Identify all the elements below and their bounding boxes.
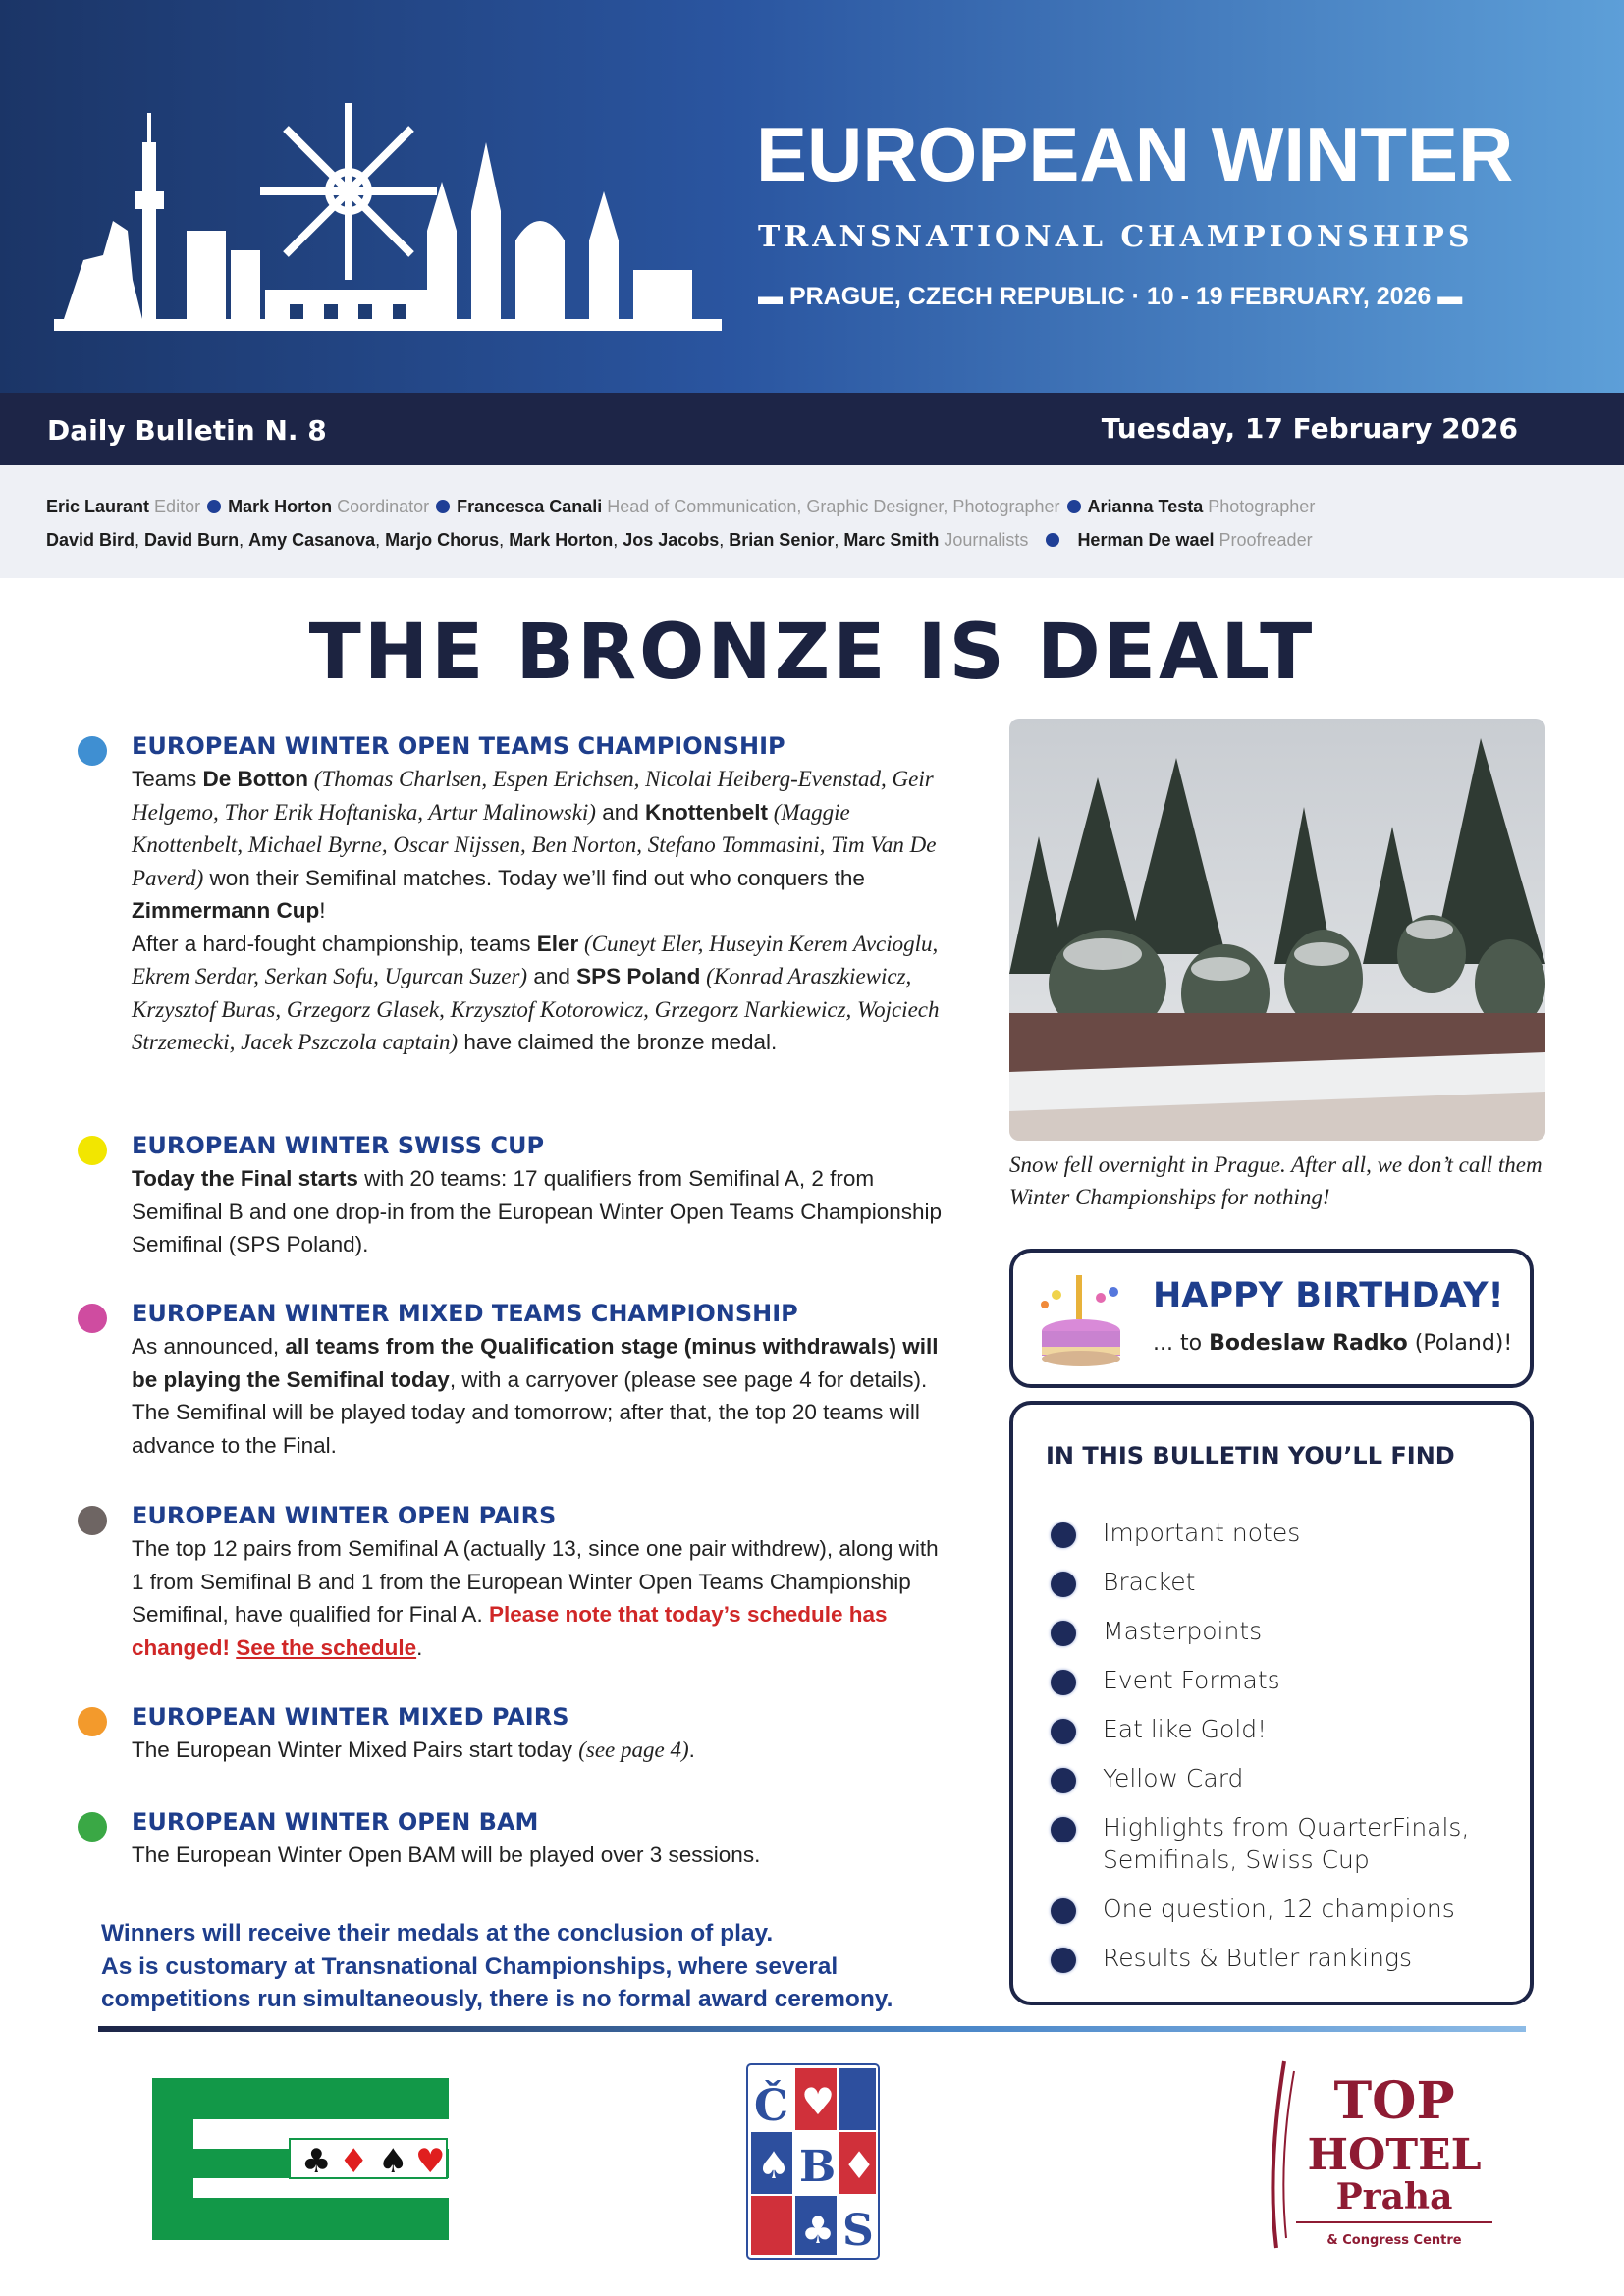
staff-name: Eric Laurant xyxy=(46,497,150,516)
medals-note xyxy=(101,1917,985,2016)
european-bridge-league-logo xyxy=(152,2078,449,2240)
journalist-name: Jos Jacobs xyxy=(623,530,720,550)
schedule-link[interactable]: See the schedule xyxy=(236,1634,417,1660)
svg-text:♦: ♦ xyxy=(339,2142,369,2181)
logo-letter: S xyxy=(842,2206,874,2256)
bullet-icon xyxy=(1051,1522,1076,1548)
logo-letter: Č xyxy=(754,2081,789,2131)
birthday-name: Bodeslaw Radko xyxy=(1209,1331,1408,1356)
journalist-name: David Bird xyxy=(46,530,135,550)
svg-text:♠: ♠ xyxy=(757,2144,791,2187)
event-section xyxy=(132,1297,956,1462)
event-heading: EUROPEAN WINTER MIXED TEAMS CHAMPIONSHIP xyxy=(132,1300,798,1327)
event-text: (see page 4) xyxy=(578,1737,689,1762)
bullet-icon xyxy=(1051,1670,1076,1695)
separator-dot xyxy=(436,500,450,513)
svg-text:♣: ♣ xyxy=(801,2209,836,2252)
journalist-name: Marc Smith xyxy=(843,530,940,550)
event-text: Today the Final starts xyxy=(132,1166,358,1191)
event-text: with 20 teams: 17 qualifiers from Semifinal A, 2 from Semifinal B and one drop-in from the European Winter Open Teams Championship Semifinal (SPS Poland). xyxy=(132,1166,943,1256)
top-hotel-praha-logo xyxy=(1257,2052,1502,2258)
contents-item xyxy=(1051,1942,1512,1974)
event-text: . xyxy=(688,1737,695,1762)
event-color-dot-icon xyxy=(78,1506,107,1535)
contents-item xyxy=(1051,1566,1512,1598)
event-text: Please note that today’s schedule has changed! xyxy=(132,1602,888,1660)
staff-name: Mark Horton xyxy=(228,497,333,516)
event-color-dot-icon xyxy=(78,1304,107,1333)
event-text: De Botton xyxy=(202,767,309,791)
staff-name: Herman De wael xyxy=(1077,530,1215,550)
bulletin-bar xyxy=(0,393,1624,465)
staff-credits xyxy=(0,465,1624,578)
event-heading: EUROPEAN WINTER OPEN TEAMS CHAMPIONSHIP xyxy=(132,732,785,760)
event-text: have claimed the bronze medal. xyxy=(458,1030,778,1054)
event-text: The European Winter Open BAM will be played over 3 sessions. xyxy=(132,1842,761,1867)
event-heading: EUROPEAN WINTER OPEN BAM xyxy=(132,1808,539,1836)
svg-text:♣: ♣ xyxy=(301,2142,332,2181)
event-heading: EUROPEAN WINTER SWISS CUP xyxy=(132,1132,545,1159)
event-color-dot-icon xyxy=(78,1707,107,1736)
credits-line-2: David Bird, David Burn, Amy Casanova, Marjo Chorus, Mark Horton, Jos Jacobs, Brian Senior, Marc Smith Journalists Herman De wael Proofreader xyxy=(46,530,1313,550)
birthday-prefix: ... to xyxy=(1153,1331,1210,1356)
bulletin-contents-box xyxy=(1009,1401,1534,2005)
contents-item-label: Event Formats xyxy=(1103,1666,1280,1694)
czech-bridge-federation-logo xyxy=(746,2063,880,2260)
event-text: all teams from the Qualification stage (minus withdrawals) will be playing the Semifinal today xyxy=(132,1334,939,1392)
event-text: won their Semifinal matches. Today we’ll find out who conquers the xyxy=(203,865,865,890)
contents-item-label: Bracket xyxy=(1103,1568,1196,1596)
event-color-dot-icon xyxy=(78,736,107,766)
contents-item xyxy=(1051,1615,1512,1647)
event-heading: EUROPEAN WINTER OPEN PAIRS xyxy=(132,1502,557,1529)
birthday-box xyxy=(1009,1249,1534,1388)
event-section xyxy=(132,1700,956,1767)
contents-item-label: Results & Butler rankings xyxy=(1103,1944,1412,1972)
contents-item-label: Highlights from QuarterFinals, Semifinals, Swiss Cup xyxy=(1103,1813,1470,1874)
contents-item xyxy=(1051,1811,1512,1876)
event-text: Zimmermann Cup xyxy=(132,898,320,923)
svg-text:♦: ♦ xyxy=(842,2144,877,2187)
event-body xyxy=(132,1162,956,1261)
bullet-icon xyxy=(1051,1572,1076,1597)
birthday-message xyxy=(1153,1331,1516,1356)
event-text: (Maggie Knottenbelt, Michael Byrne, Oscar Nijssen, Ben Norton, Stefano Tommasini, Tim Van De Paverd) xyxy=(132,799,937,890)
contents-item-label: Eat like Gold! xyxy=(1103,1715,1268,1743)
credits-line-1 xyxy=(46,495,1588,518)
medals-note-line: Winners will receive their medals at the conclusion of play. xyxy=(101,1920,774,1947)
contents-item xyxy=(1051,1517,1512,1549)
event-text: Eler xyxy=(536,931,579,956)
svg-text:♥: ♥ xyxy=(801,2080,836,2123)
separator-dot xyxy=(207,500,221,513)
event-text: (Thomas Charlsen, Espen Erichsen, Nicolai Heiberg-Evenstad, Geir Helgemo, Thor Erik Hoftaniska, Artur Malinowski) xyxy=(132,767,934,825)
event-section xyxy=(132,1129,956,1261)
contents-list xyxy=(1051,1517,1512,1991)
staff-role: Coordinator xyxy=(337,497,430,516)
journalist-name: Marjo Chorus xyxy=(385,530,500,550)
event-body xyxy=(132,1330,956,1462)
logo-text: Praha xyxy=(1335,2176,1453,2217)
event-title: EUROPEAN WINTER xyxy=(756,111,1514,197)
contents-item-label: Masterpoints xyxy=(1103,1617,1263,1645)
separator-dot xyxy=(1067,500,1081,513)
logo-text: HOTEL xyxy=(1307,2130,1482,2180)
contents-item xyxy=(1051,1762,1512,1794)
event-subtitle: TRANSNATIONAL CHAMPIONSHIPS xyxy=(758,220,1474,254)
svg-text:♠: ♠ xyxy=(378,2142,408,2181)
staff-role: Editor xyxy=(154,497,201,516)
staff-name: Arianna Testa xyxy=(1087,497,1204,516)
event-body xyxy=(132,1839,956,1872)
separator-dot xyxy=(1046,533,1059,547)
birthday-cake-icon xyxy=(1037,1270,1125,1368)
page-title: THE BRONZE IS DEALT xyxy=(308,609,1316,697)
svg-text:♥: ♥ xyxy=(415,2142,446,2181)
event-text: and xyxy=(595,799,646,825)
event-text: SPS Poland xyxy=(576,964,701,988)
bullet-icon xyxy=(1051,1621,1076,1646)
prague-skyline-snowflake-logo xyxy=(54,83,722,363)
contents-item-label: Important notes xyxy=(1103,1519,1301,1547)
event-text: Knottenbelt xyxy=(645,799,769,825)
event-text: The European Winter Mixed Pairs start today xyxy=(132,1737,579,1762)
event-color-dot-icon xyxy=(78,1136,107,1165)
staff-role: Proofreader xyxy=(1218,530,1313,550)
bullet-icon xyxy=(1051,1898,1076,1924)
contents-item xyxy=(1051,1664,1512,1696)
event-text: The top 12 pairs from Semifinal A (actually 13, since one pair withdrew), along with 1 from Semifinal B and 1 from the European Winter Open Teams Championship Semifinal, have qualified for Final A. xyxy=(132,1536,939,1627)
staff-role: Photographer xyxy=(1208,497,1316,516)
bullet-icon xyxy=(1051,1948,1076,1973)
staff-role: Head of Communication, Graphic Designer, Photographer xyxy=(607,497,1060,516)
journalist-name: David Burn xyxy=(144,530,240,550)
logo-text: TOP xyxy=(1333,2071,1455,2131)
event-location-dates: ▬ PRAGUE, CZECH REPUBLIC · 10 - 19 FEBRUARY, 2026 ▬ xyxy=(758,283,1463,310)
event-text: ! xyxy=(319,898,326,923)
contents-item xyxy=(1051,1713,1512,1745)
bullet-icon xyxy=(1051,1719,1076,1744)
event-color-dot-icon xyxy=(78,1812,107,1842)
event-body xyxy=(132,1734,956,1767)
bullet-icon xyxy=(1051,1768,1076,1793)
event-text: Teams xyxy=(132,767,203,791)
medals-note-line: As is customary at Transnational Championships, where several competitions run simultaneously, there is no formal award ceremony. xyxy=(101,1952,893,2012)
event-body xyxy=(132,1532,956,1664)
event-text: As announced, xyxy=(132,1334,286,1359)
birthday-suffix: (Poland)! xyxy=(1407,1331,1513,1356)
logo-letter: B xyxy=(799,2142,837,2192)
footer-divider xyxy=(98,2026,1526,2032)
event-text: , with a carryover (please see page 4 for details). The Semifinal will be played today and tomorrow; after that, the top 20 teams will advance to the Final. xyxy=(132,1366,928,1458)
event-text: After a hard-fought championship, teams xyxy=(132,931,537,956)
contents-heading: IN THIS BULLETIN YOU’LL FIND xyxy=(1046,1442,1455,1469)
staff-name: Francesca Canali xyxy=(457,497,603,516)
logo-text: & Congress Centre xyxy=(1326,2233,1462,2248)
journalist-name: Mark Horton xyxy=(509,530,614,550)
snow-garden-photo xyxy=(1009,719,1545,1141)
bullet-icon xyxy=(1051,1817,1076,1842)
event-body xyxy=(132,763,956,1059)
event-text: (Konrad Araszkiewicz, Krzysztof Buras, Grzegorz Glasek, Krzysztof Kotorowicz, Grzegorz Narkiewicz, Wojciech Strzemecki, Jacek Pszczola captain) xyxy=(132,964,940,1054)
birthday-heading: HAPPY BIRTHDAY! xyxy=(1153,1276,1504,1315)
event-section xyxy=(132,729,956,1059)
bulletin-date: Tuesday, 17 February 2026 xyxy=(1101,412,1518,445)
bulletin-number: Daily Bulletin N. 8 xyxy=(47,414,327,447)
event-text: . xyxy=(416,1634,423,1660)
contents-item xyxy=(1051,1893,1512,1925)
journalist-name: Amy Casanova xyxy=(248,530,376,550)
masthead xyxy=(0,0,1624,393)
event-section xyxy=(132,1805,956,1872)
staff-role: Journalists xyxy=(944,530,1029,550)
event-text: and xyxy=(527,964,577,988)
contents-item-label: One question, 12 champions xyxy=(1103,1895,1455,1923)
journalist-name: Brian Senior xyxy=(729,530,835,550)
event-heading: EUROPEAN WINTER MIXED PAIRS xyxy=(132,1703,569,1731)
photo-caption: Snow fell overnight in Prague. After all, we don’t call them Winter Championships for nothing! xyxy=(1009,1152,1543,1209)
event-section xyxy=(132,1499,956,1664)
contents-item-label: Yellow Card xyxy=(1103,1764,1244,1792)
event-text: (Cuneyt Eler, Huseyin Kerem Avcioglu, Ekrem Serdar, Serkan Sofu, Ugurcan Suzer) xyxy=(132,931,939,988)
